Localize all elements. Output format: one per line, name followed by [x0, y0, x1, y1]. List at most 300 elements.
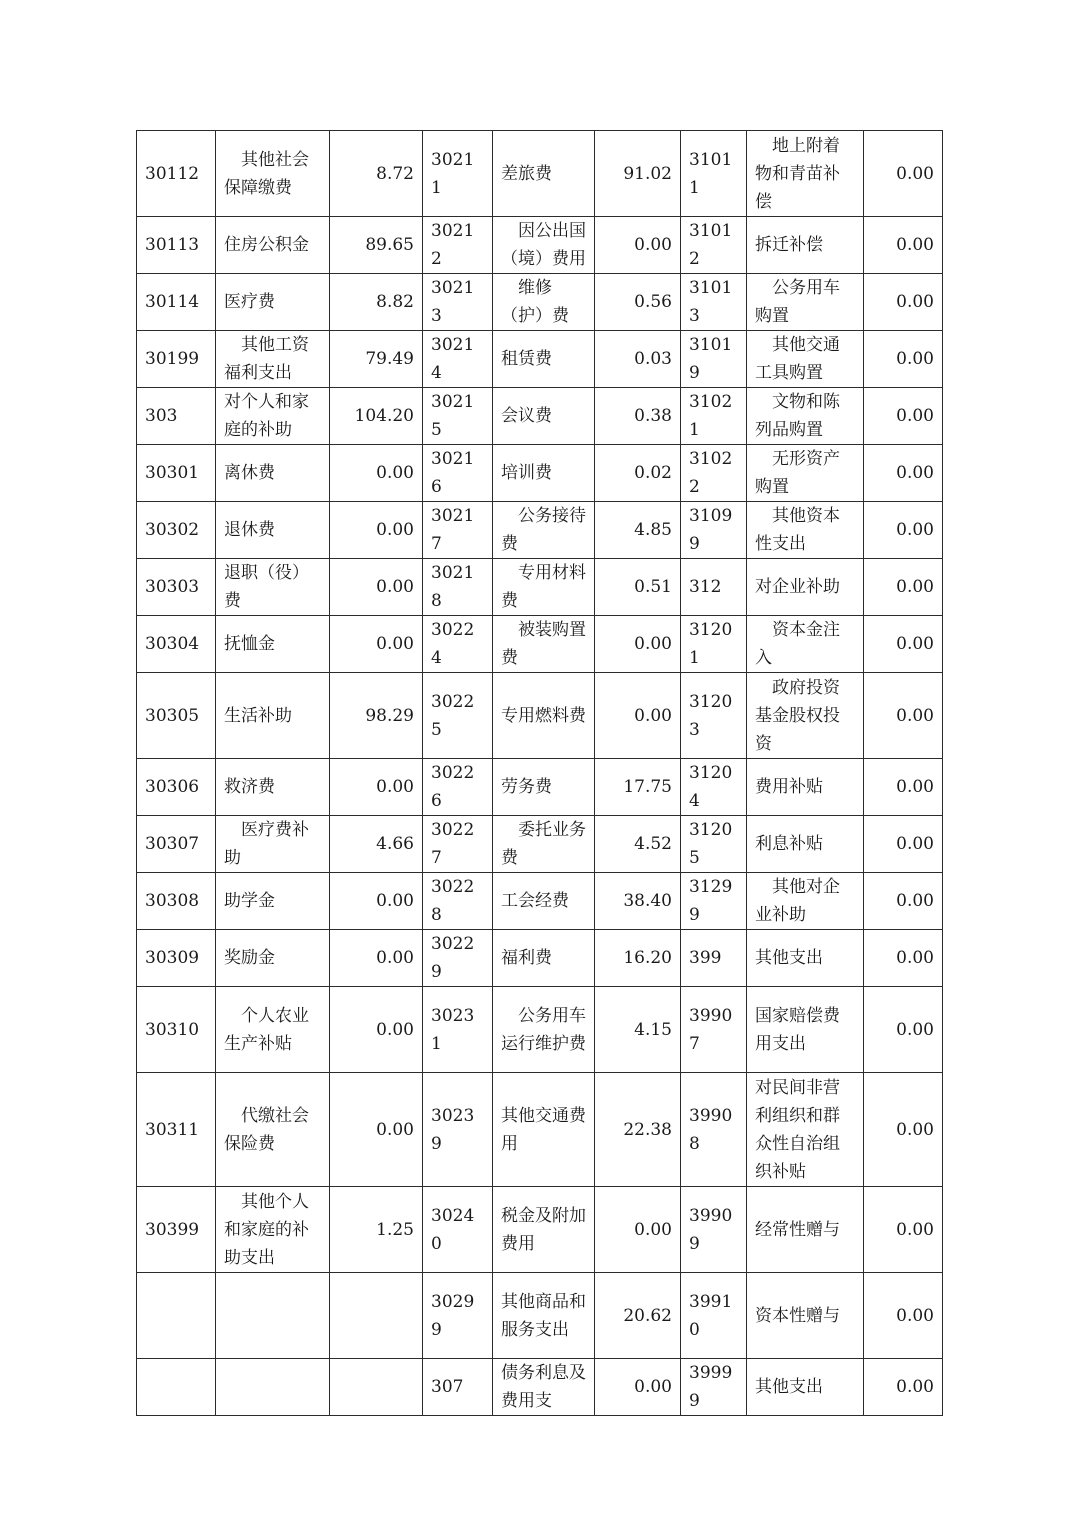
amount-text: 0.38 [634, 406, 672, 426]
table-row [137, 331, 943, 388]
amount-cell [330, 759, 423, 816]
amount-text: 0.00 [896, 163, 934, 184]
item-code-text: 30225 [431, 691, 475, 740]
item-name-text: 文物和陈列品购置 [755, 392, 840, 440]
item-name-text: 资本金注入 [755, 620, 840, 668]
amount-text: 0.00 [376, 1019, 414, 1040]
table-body [137, 131, 943, 1416]
amount-text: 98.29 [365, 705, 414, 726]
item-name-cell [216, 759, 330, 816]
item-name-cell [747, 1273, 864, 1359]
item-code-cell [423, 1273, 493, 1359]
item-name-text: 因公出国（境）费用 [501, 221, 586, 269]
item-name-text: 住房公积金 [224, 235, 309, 255]
item-name-text: 救济费 [224, 777, 275, 797]
item-name-text: 差旅费 [501, 163, 552, 184]
amount-cell [330, 388, 423, 445]
amount-cell [595, 816, 681, 873]
item-name-text: 其他支出 [755, 948, 823, 968]
amount-text: 0.00 [634, 235, 672, 255]
amount-cell [864, 502, 943, 559]
table-row [137, 131, 943, 217]
item-name-cell [216, 445, 330, 502]
item-code-text: 30311 [145, 1119, 200, 1140]
item-code-text: 30304 [145, 634, 200, 654]
item-name-text: 工会经费 [501, 891, 569, 911]
item-name-cell [493, 331, 595, 388]
item-name-text: 费用补贴 [755, 777, 823, 797]
item-code-cell [137, 616, 216, 673]
item-code-text: 31201 [689, 620, 733, 668]
table-row [137, 616, 943, 673]
amount-cell [595, 331, 681, 388]
item-code-text: 30214 [431, 335, 475, 383]
item-name-text: 对企业补助 [755, 577, 840, 597]
item-code-text: 30113 [145, 235, 200, 255]
item-name-cell [747, 673, 864, 759]
item-name-cell [747, 816, 864, 873]
item-name-text: 被装购置费 [501, 620, 586, 668]
item-code-text: 39909 [689, 1205, 733, 1254]
item-code-cell [423, 1359, 493, 1416]
item-code-text: 30213 [431, 278, 475, 326]
item-code-text: 31204 [689, 763, 733, 811]
item-code-text: 39908 [689, 1105, 733, 1154]
item-code-text: 303 [145, 406, 178, 426]
amount-text: 0.00 [896, 463, 934, 483]
item-code-cell [423, 1187, 493, 1273]
item-name-text: 生活补助 [224, 705, 292, 726]
item-name-cell [747, 930, 864, 987]
item-code-text: 31013 [689, 278, 733, 326]
item-name-cell [493, 1359, 595, 1416]
item-name-text: 抚恤金 [224, 634, 275, 654]
amount-text: 0.00 [376, 577, 414, 597]
item-name-text: 公务用车购置 [755, 278, 840, 326]
item-code-cell [137, 131, 216, 217]
item-code-text: 30112 [145, 163, 200, 184]
amount-cell [864, 1073, 943, 1187]
amount-text: 8.82 [376, 292, 414, 312]
item-code-text: 30227 [431, 820, 475, 868]
amount-cell [595, 131, 681, 217]
amount-cell [864, 1359, 943, 1416]
amount-cell [864, 1187, 943, 1273]
amount-text: 1.25 [376, 1219, 414, 1240]
table-row [137, 673, 943, 759]
table-row [137, 1273, 943, 1359]
item-code-cell [423, 987, 493, 1073]
item-name-text: 无形资产购置 [755, 449, 840, 497]
item-code-cell [681, 559, 747, 616]
item-name-text: 奖励金 [224, 948, 275, 968]
amount-cell [864, 987, 943, 1073]
item-code-text: 31019 [689, 335, 733, 383]
item-code-text: 30114 [145, 292, 200, 312]
item-name-text: 地上附着物和青苗补偿 [755, 135, 840, 212]
item-code-text: 39910 [689, 1291, 733, 1340]
item-name-cell [493, 131, 595, 217]
amount-text: 0.00 [376, 777, 414, 797]
amount-cell [864, 131, 943, 217]
amount-cell [595, 274, 681, 331]
item-code-text: 30229 [431, 934, 475, 982]
amount-text: 0.00 [896, 1019, 934, 1040]
item-name-cell [747, 759, 864, 816]
item-code-cell [423, 559, 493, 616]
amount-text: 104.20 [354, 406, 414, 426]
item-code-cell [423, 445, 493, 502]
item-name-text: 对民间非营利组织和群众性自治组织补贴 [755, 1077, 840, 1182]
item-name-cell [493, 274, 595, 331]
item-code-cell [423, 388, 493, 445]
amount-text: 16.20 [623, 948, 672, 968]
item-code-cell [137, 1073, 216, 1187]
item-name-cell [216, 987, 330, 1073]
item-code-cell [681, 930, 747, 987]
item-code-cell [137, 502, 216, 559]
item-name-cell [493, 873, 595, 930]
item-code-cell [423, 502, 493, 559]
amount-text: 0.51 [634, 577, 672, 597]
item-code-text: 30228 [431, 877, 475, 925]
table-row [137, 388, 943, 445]
amount-cell [595, 616, 681, 673]
item-name-text: 其他社会保障缴费 [224, 149, 309, 198]
amount-text: 0.00 [896, 406, 934, 426]
item-name-cell [747, 559, 864, 616]
item-name-text: 债务利息及费用支 [501, 1363, 586, 1411]
amount-cell [330, 873, 423, 930]
item-name-text: 专用材料费 [501, 563, 586, 611]
expenditure-table [136, 130, 943, 1416]
table-row [137, 816, 943, 873]
item-name-cell [493, 1187, 595, 1273]
item-code-cell [681, 1187, 747, 1273]
item-name-cell [493, 388, 595, 445]
item-code-cell [137, 445, 216, 502]
amount-text: 20.62 [623, 1305, 672, 1326]
item-name-text: 租赁费 [501, 349, 552, 369]
item-code-text: 30217 [431, 506, 475, 554]
item-code-cell [681, 673, 747, 759]
item-code-cell [137, 274, 216, 331]
item-name-cell [493, 616, 595, 673]
item-name-text: 其他交通费用 [501, 1105, 586, 1154]
amount-cell [864, 274, 943, 331]
amount-cell [330, 1187, 423, 1273]
amount-cell [330, 502, 423, 559]
item-code-text: 30224 [431, 620, 475, 668]
amount-text: 0.00 [634, 634, 672, 654]
amount-cell [330, 331, 423, 388]
amount-text: 0.00 [634, 1377, 672, 1397]
item-code-cell [681, 331, 747, 388]
item-name-cell [747, 987, 864, 1073]
table-row [137, 217, 943, 274]
amount-text: 0.00 [896, 1219, 934, 1240]
amount-text: 4.85 [634, 520, 672, 540]
item-code-cell [681, 1073, 747, 1187]
item-code-cell [137, 331, 216, 388]
item-name-text: 其他交通工具购置 [755, 335, 840, 383]
amount-cell [864, 759, 943, 816]
item-code-cell [423, 930, 493, 987]
amount-cell [595, 1187, 681, 1273]
item-code-cell [681, 217, 747, 274]
amount-text: 0.03 [634, 349, 672, 369]
item-code-cell [137, 217, 216, 274]
amount-cell [864, 816, 943, 873]
amount-text: 0.00 [896, 1377, 934, 1397]
amount-cell [330, 987, 423, 1073]
item-name-cell [493, 673, 595, 759]
item-name-text: 个人农业生产补贴 [224, 1005, 309, 1054]
item-code-cell [681, 873, 747, 930]
item-code-cell [137, 816, 216, 873]
item-code-text: 30309 [145, 948, 200, 968]
item-code-text: 399 [689, 948, 722, 968]
item-code-text: 39907 [689, 1005, 733, 1054]
item-code-cell [681, 1273, 747, 1359]
item-name-cell [747, 1187, 864, 1273]
item-code-text: 31299 [689, 877, 733, 925]
item-code-text: 30216 [431, 449, 475, 497]
item-code-cell [681, 502, 747, 559]
item-code-cell [137, 559, 216, 616]
amount-cell [330, 1359, 423, 1416]
item-name-cell [216, 616, 330, 673]
amount-text: 0.00 [896, 1305, 934, 1326]
amount-cell [330, 217, 423, 274]
item-name-cell [216, 1073, 330, 1187]
amount-text: 0.00 [896, 1119, 934, 1140]
item-code-text: 31203 [689, 691, 733, 740]
amount-text: 0.00 [376, 948, 414, 968]
table-row [137, 987, 943, 1073]
item-name-cell [216, 1187, 330, 1273]
item-name-text: 医疗费 [224, 292, 275, 312]
item-name-cell [493, 816, 595, 873]
item-name-text: 代缴社会保险费 [224, 1105, 309, 1154]
amount-text: 79.49 [365, 349, 414, 369]
item-code-text: 30215 [431, 392, 475, 440]
item-code-cell [137, 1273, 216, 1359]
item-name-cell [216, 502, 330, 559]
item-name-text: 政府投资基金股权投资 [755, 677, 840, 754]
item-name-cell [216, 217, 330, 274]
item-name-text: 经常性赠与 [755, 1219, 840, 1240]
item-code-cell [423, 217, 493, 274]
amount-cell [595, 873, 681, 930]
amount-cell [330, 274, 423, 331]
amount-text: 0.00 [376, 634, 414, 654]
amount-cell [595, 388, 681, 445]
item-code-text: 30310 [145, 1019, 200, 1040]
amount-cell [330, 1273, 423, 1359]
amount-text: 0.00 [896, 834, 934, 854]
table-row [137, 1073, 943, 1187]
item-name-cell [216, 930, 330, 987]
item-name-cell [216, 331, 330, 388]
item-code-cell [137, 873, 216, 930]
item-code-text: 31021 [689, 392, 733, 440]
item-name-cell [216, 1273, 330, 1359]
item-name-cell [747, 274, 864, 331]
item-name-cell [747, 445, 864, 502]
item-code-cell [681, 1359, 747, 1416]
amount-cell [595, 930, 681, 987]
item-code-cell [423, 759, 493, 816]
amount-text: 17.75 [623, 777, 672, 797]
amount-cell [864, 445, 943, 502]
item-name-cell [216, 673, 330, 759]
amount-text: 4.15 [634, 1019, 672, 1040]
amount-cell [330, 616, 423, 673]
item-name-text: 其他支出 [755, 1377, 823, 1397]
item-code-text: 31011 [689, 149, 733, 198]
item-name-text: 福利费 [501, 948, 552, 968]
item-code-text: 31012 [689, 221, 733, 269]
amount-cell [595, 445, 681, 502]
item-code-text: 31205 [689, 820, 733, 868]
item-code-text: 31022 [689, 449, 733, 497]
amount-text: 0.00 [634, 705, 672, 726]
item-name-text: 利息补贴 [755, 834, 823, 854]
item-code-cell [423, 816, 493, 873]
amount-cell [330, 1073, 423, 1187]
item-code-text: 30299 [431, 1291, 475, 1340]
item-code-text: 30399 [145, 1219, 200, 1240]
item-code-text: 30307 [145, 834, 200, 854]
item-code-text: 30302 [145, 520, 200, 540]
table-row [137, 502, 943, 559]
amount-cell [864, 331, 943, 388]
item-name-text: 退职（役）费 [224, 563, 309, 611]
table-row [137, 873, 943, 930]
item-name-cell [216, 388, 330, 445]
item-name-text: 其他工资福利支出 [224, 335, 309, 383]
amount-text: 89.65 [365, 235, 414, 255]
item-code-cell [137, 1359, 216, 1416]
item-name-text: 离休费 [224, 463, 275, 483]
item-code-text: 30211 [431, 149, 475, 198]
amount-cell [864, 217, 943, 274]
item-name-cell [493, 987, 595, 1073]
item-code-cell [423, 1073, 493, 1187]
item-name-text: 会议费 [501, 406, 552, 426]
amount-cell [595, 759, 681, 816]
item-code-text: 30218 [431, 563, 475, 611]
amount-text: 0.00 [896, 349, 934, 369]
item-name-cell [747, 131, 864, 217]
amount-cell [330, 559, 423, 616]
item-name-text: 对个人和家庭的补助 [224, 392, 309, 440]
item-code-cell [423, 131, 493, 217]
amount-cell [595, 673, 681, 759]
amount-cell [595, 1273, 681, 1359]
amount-text: 0.56 [634, 292, 672, 312]
item-name-text: 公务用车运行维护费 [501, 1005, 586, 1054]
amount-text: 8.72 [376, 163, 414, 184]
item-name-cell [216, 559, 330, 616]
item-name-text: 公务接待费 [501, 506, 586, 554]
item-code-cell [681, 445, 747, 502]
amount-text: 0.00 [896, 292, 934, 312]
amount-cell [595, 217, 681, 274]
item-name-text: 培训费 [501, 463, 552, 483]
table-row [137, 445, 943, 502]
amount-text: 0.00 [896, 520, 934, 540]
item-name-cell [493, 1073, 595, 1187]
item-name-cell [747, 873, 864, 930]
amount-text: 0.00 [634, 1219, 672, 1240]
amount-text: 0.00 [896, 948, 934, 968]
item-name-text: 其他对企业补助 [755, 877, 840, 925]
amount-cell [864, 930, 943, 987]
item-name-text: 劳务费 [501, 777, 552, 797]
item-name-cell [747, 502, 864, 559]
amount-text: 4.52 [634, 834, 672, 854]
item-name-text: 委托业务费 [501, 820, 586, 868]
item-code-cell [423, 616, 493, 673]
amount-cell [330, 445, 423, 502]
item-code-text: 30306 [145, 777, 200, 797]
item-code-text: 312 [689, 577, 722, 597]
table-row [137, 759, 943, 816]
amount-text: 0.02 [634, 463, 672, 483]
item-name-text: 税金及附加费用 [501, 1205, 586, 1254]
item-name-cell [493, 930, 595, 987]
amount-cell [864, 616, 943, 673]
item-name-cell [493, 217, 595, 274]
item-name-text: 拆迁补偿 [755, 235, 823, 255]
amount-cell [864, 559, 943, 616]
amount-text: 91.02 [623, 163, 672, 184]
amount-cell [864, 673, 943, 759]
item-code-cell [681, 131, 747, 217]
item-code-text: 30212 [431, 221, 475, 269]
table-row [137, 1359, 943, 1416]
item-name-cell [216, 873, 330, 930]
amount-text: 0.00 [896, 634, 934, 654]
item-code-cell [681, 274, 747, 331]
amount-text: 0.00 [376, 1119, 414, 1140]
item-code-text: 30199 [145, 349, 200, 369]
item-code-text: 31099 [689, 506, 733, 554]
amount-text: 0.00 [896, 705, 934, 726]
amount-cell [595, 987, 681, 1073]
amount-cell [330, 673, 423, 759]
item-name-cell [747, 616, 864, 673]
table-row [137, 274, 943, 331]
item-name-cell [493, 502, 595, 559]
item-code-cell [681, 388, 747, 445]
amount-cell [330, 930, 423, 987]
item-code-text: 39999 [689, 1363, 733, 1411]
item-code-cell [423, 673, 493, 759]
amount-text: 0.00 [896, 891, 934, 911]
item-code-cell [137, 930, 216, 987]
item-code-cell [137, 1187, 216, 1273]
item-name-text: 其他资本性支出 [755, 506, 840, 554]
amount-text: 0.00 [376, 891, 414, 911]
amount-text: 4.66 [376, 834, 414, 854]
item-code-text: 30231 [431, 1005, 475, 1054]
item-name-text: 专用燃料费 [501, 705, 586, 726]
item-name-text: 维修（护）费 [501, 278, 569, 326]
item-name-cell [493, 445, 595, 502]
